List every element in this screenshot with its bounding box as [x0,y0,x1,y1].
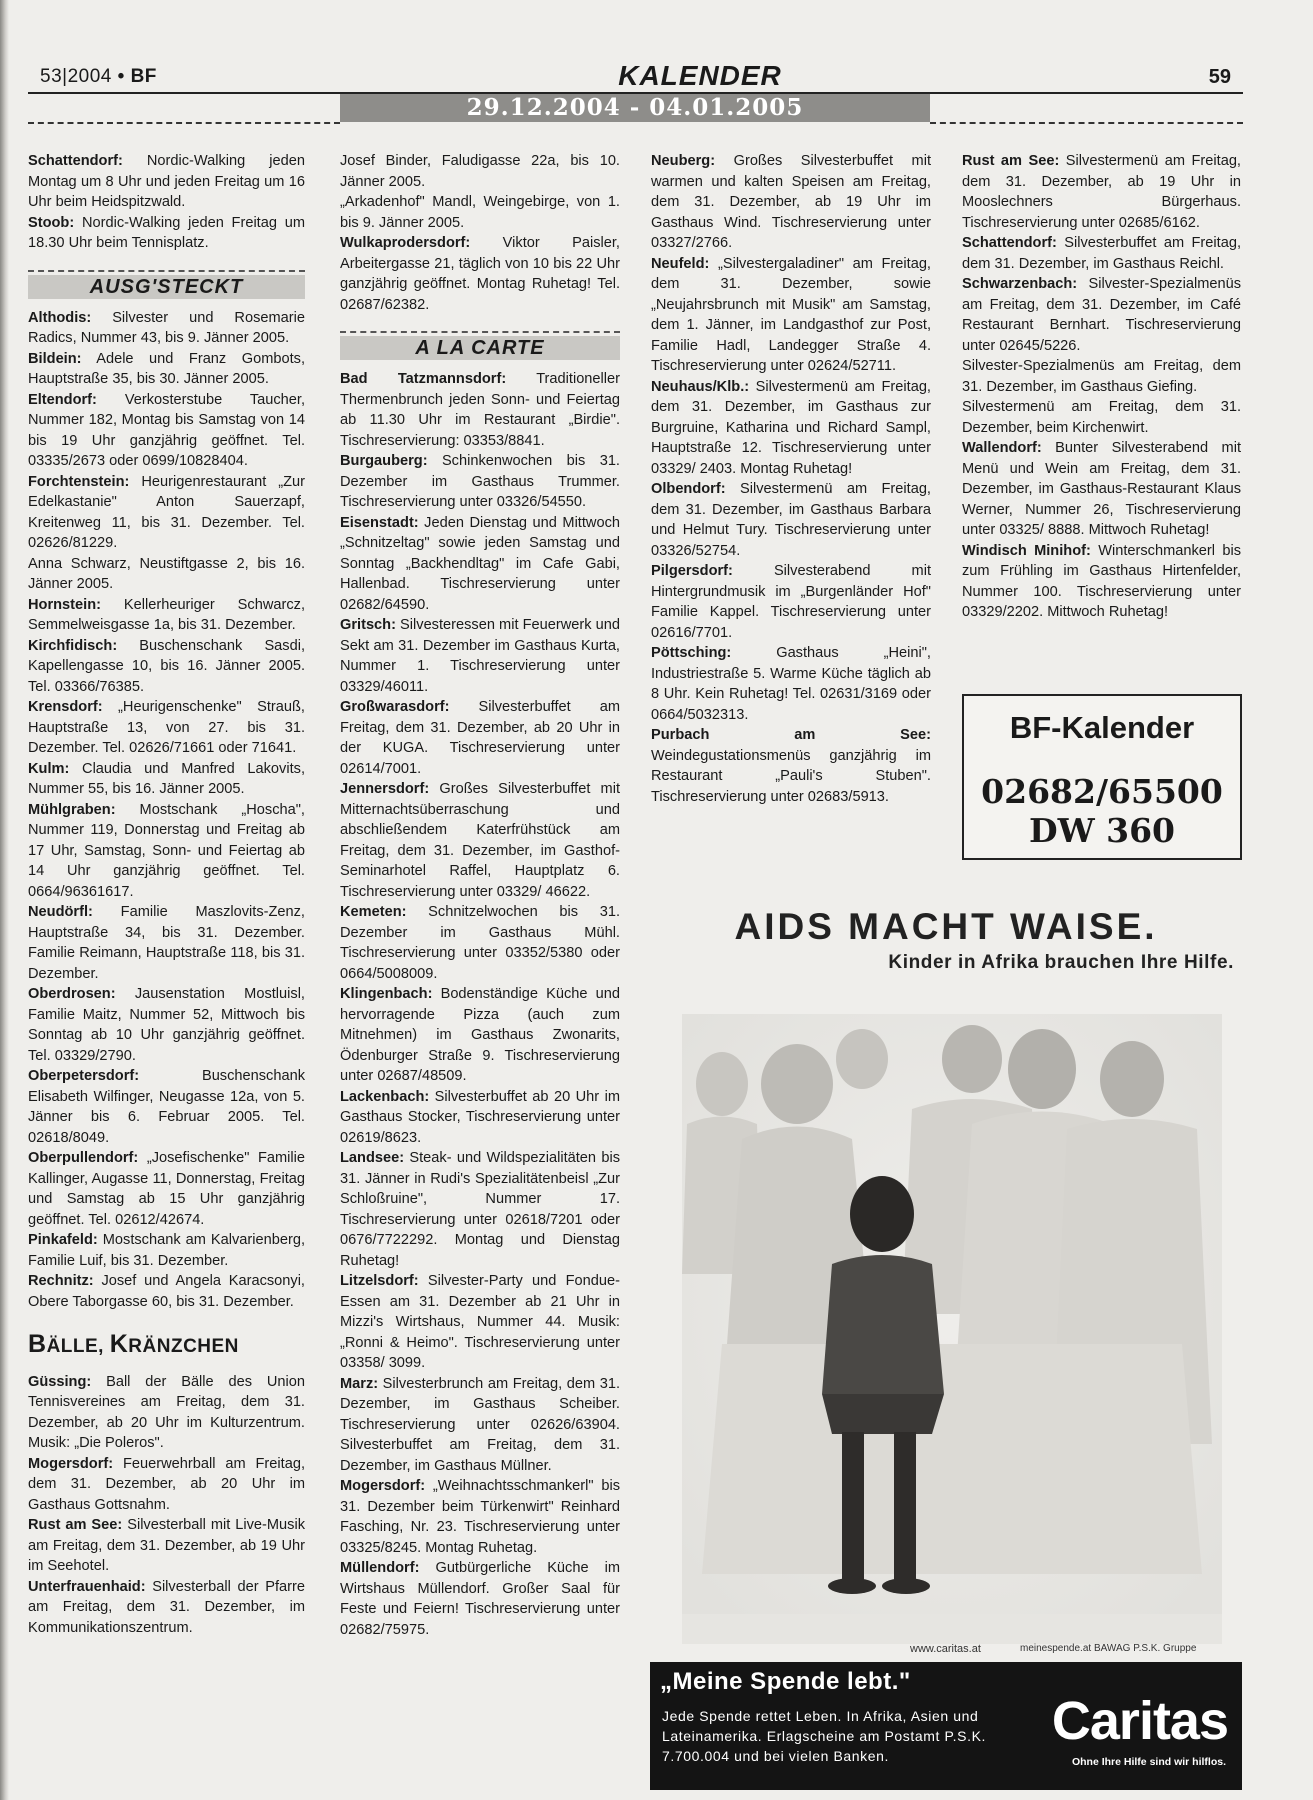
listing-text: Traditioneller Thermenbrunch jeden Sonn- und Feiertag ab 11.30 Uhr im Restaurant „Birdie". Tischreservierung: 03353/8841. [340,371,621,449]
listing-place: Oberdrosen: [28,986,116,1002]
listing-place: Mogersdorf: [340,1478,426,1494]
listing-entry [651,151,931,254]
column-3 [651,151,931,807]
column-4 [962,151,1241,623]
listing-text: Silvester-Spezialmenüs am Freitag, dem 31. Dezember, im Gasthaus Giefing. [962,358,1241,395]
ad-url: www.caritas.at [910,1643,981,1655]
listing-place: Schattendorf: [28,153,123,169]
listing-text: Verkosterstube Taucher, Nummer 182, Montag bis Samstag von 14 bis 19 Uhr ganzjährig geöffnet. Tel. 03335/2673 oder 0699/10828404. [28,391,305,469]
listing-entry [340,1558,620,1640]
ad-slogan: „Meine Spende lebt." [660,1668,911,1695]
listing-text: Familie Maszlovits-Zenz, Hauptstraße 34, bis 31. Dezember. Familie Reimann, Hauptstraße 118, bis 31. Dezember. [28,904,305,982]
listing-entry [962,274,1241,356]
listing-entry [28,636,305,698]
listing-text: Mostschank am Kalvarienberg, Familie Luif, bis 31. Dezember. [28,1232,305,1269]
listing-text: Viktor Paisler, Arbeitergasse 21, täglich von 10 bis 22 Uhr ganzjährig geöffnet. Montag Ruhetag! Tel. 02687/62382. [340,235,620,313]
listing-text: „Arkadenhof" Mandl, Weingebirge, von 1. bis 9. Jänner 2005. [340,194,620,231]
listing-entry [340,192,620,233]
ad-subline: Kinder in Afrika brauchen Ihre Hilfe. [888,952,1234,973]
issue-bullet: • [117,66,125,87]
listing-text: Heurigenrestaurant „Zur Edelkastanie" Anton Sauerzapf, Kreitenweg 11, bis 31. Dezember. Tel. 02626/81229. [28,473,305,551]
caritas-ad [650,880,1242,1768]
listing-text: Buschenschank Elisabeth Wilfinger, Neugasse 12a, von 5. Jänner bis 6. Februar 2005. Tel. 02618/8049. [28,1068,305,1146]
listing-place: Stoob: [28,214,75,231]
caritas-tagline: Ohne Ihre Hilfe sind wir hilflos. [1071,1756,1226,1768]
listing-entry [651,479,931,561]
listing-place: Litzelsdorf: [340,1273,419,1289]
listing-entry [962,541,1241,623]
ausgsteckt-list [28,308,305,1313]
listing-text: Jausenstation Mostluisl, Familie Maitz, Nummer 52, Mittwoch bis Sonntag ab 10 Uhr ganzjährig geöffnet. Tel. 03329/2790. [28,986,305,1064]
listing-entry [28,308,305,349]
listing-place: Windisch Minihof: [962,542,1091,559]
listing-text: Silvestermenü am Freitag, dem 31. Dezember, im Gasthaus zur Burgruine, Katharina und Richard Sampl, Hauptstraße 12. Tischreservierung unter 03329/ 2403. Montag Ruhetag! [651,378,931,477]
section-ausgsteckt [28,270,305,296]
listing-entry [340,1476,620,1558]
listing-text: Anna Schwarz, Neustiftgasse 2, bis 16. Jänner 2005. [28,555,305,592]
listing-entry [28,472,305,554]
listing-entry [340,1374,620,1477]
listing-text: Steak- und Wildspezialitäten bis 31. Jänner in Rudi's Spezialitätenbeisl „Zur Schloßruine", Nummer 17. Tischreservierung unter 02618/7201 oder 0676/7722292. Montag und Dienstag Ruhetag! [340,1150,620,1269]
listing-entry [28,349,305,390]
listing-place: Oberpetersdorf: [28,1068,140,1084]
listing-entry [340,697,620,779]
header-dash-rule-left [28,122,340,124]
listing-entry [28,759,305,800]
listing-place: Eltendorf: [28,391,97,408]
listing-entry [962,356,1241,397]
listing-text: Silvestermenü am Freitag, dem 31. Dezember, im Gasthaus Barbara und Helmut Tury. Tischreservierung unter 03326/52754. [651,481,931,559]
listing-place: Lackenbach: [340,1088,430,1105]
listing-place: Kemeten: [340,904,407,920]
listing-entry [28,390,305,472]
issue-label [40,66,157,88]
listing-text: Großes Silvesterbuffet mit Mitternachtsüberraschung und abschließendem Katerfrühstück am Freitag, dem 31. Dezember, im Gasthof-Seminarhotel Raffel, Hauptplatz 6. Tischreservierung unter 03329/ 46622. [340,781,620,900]
listing-entry [340,984,620,1087]
listing-text: „Weihnachtsschmankerl" bis 31. Dezember beim Türkenwirt" Reinhard Fasching, Nr. 23. Tischreservierung unter 03325/8245. Montag Ruhetag. [340,1478,620,1556]
listing-text: Josef und Angela Karacsonyi, Obere Taborgasse 60, bis 31. Dezember. [28,1273,305,1310]
col2-top-list [340,151,620,315]
paper-name: BF [130,66,157,87]
listing-place: Bad Tatzmannsdorf: [340,371,507,387]
listing-text: Nordic-Walking jeden Montag um 8 Uhr und jeden Freitag um 16 Uhr beim Heidspitzwald. [28,153,305,210]
listing-place: Eisenstadt: [340,514,419,531]
listing-place: Jennersdorf: [340,781,430,797]
ad-headline: AIDS MACHT WAISE. [734,906,1158,947]
listing-entry [340,902,620,984]
section-baelle-title: BÄLLE, KRÄNZCHEN [28,1330,239,1358]
listing-entry [340,615,620,697]
listing-entry [340,513,620,616]
listing-text: Schinkenwochen bis 31. Dezember im Gasthaus Trummer. Tischreservierung unter 03326/54550. [340,453,620,510]
column-1 [28,151,305,1638]
section-title: KALENDER [618,60,782,91]
ad-photo-family [682,1014,1222,1644]
listing-text: Silvestermenü am Freitag, dem 31. Dezember, ab 19 Uhr in Mooslechners Bürgerhaus. Tischreservierung unter 02685/6162. [962,153,1241,231]
listing-entry [28,554,305,595]
listing-place: Großwarasdorf: [340,699,450,715]
listing-entry [962,151,1241,233]
listing-text: Claudia und Manfred Lakovits, Nummer 55, bis 16. Jänner 2005. [28,760,305,797]
listing-text: „Silvestergaladiner" am Freitag, dem 31. Dezember, sowie „Neujahrsbrunch mit Musik" am Samstag, dem 1. Jänner, im Landgasthof zur Post, Familie Hadl, Landegger Straße 4. Tischreservierung unter 02624/52711. [651,255,931,374]
listing-entry [962,233,1241,274]
listing-place: Schattendorf: [962,235,1057,251]
listing-place: Gritsch: [340,617,396,633]
listing-entry [340,151,620,192]
baelle-list [28,1372,305,1639]
listing-text: Silvesterball mit Live-Musik am Freitag, dem 31. Dezember, ab 19 Uhr im Seehotel. [28,1517,305,1574]
listing-entry [28,984,305,1066]
listing-entry [28,213,305,254]
ad-footer [650,1662,1242,1790]
issue-number: 53|2004 [40,66,112,87]
listing-text: „Heurigenschenke" Strauß, Hauptstraße 13, von 27. bis 31. Dezember. Tel. 02626/71661 oder 71641. [28,699,305,756]
listing-entry [962,438,1241,541]
listing-text: Adele und Franz Gombots, Hauptstraße 35, bis 30. Jänner 2005. [28,350,305,387]
listing-place: Pöttsching: [651,645,732,661]
listing-place: Althodis: [28,309,92,326]
listing-place: Mogersdorf: [28,1455,114,1472]
listing-place: Forchtenstein: [28,473,130,490]
ad-body-text: Jede Spende rettet Leben. In Afrika, Asien und Lateinamerika. Erlagscheine am Postamt P.S.K. 7.700.004 und bei vielen Banken. [662,1708,987,1764]
listing-place: Rust am See: [28,1517,123,1533]
listing-entry [28,1066,305,1148]
listing-entry [651,643,931,725]
listing-text: Bodenständige Küche und hervorragende Pizza (auch zum Mitnehmen) im Gasthaus Zwonarits, Ödenburger Straße 9. Tischreservierung unter 02687/48509. [340,986,620,1084]
bf-kalender-box [962,694,1242,860]
listing-place: Müllendorf: [340,1560,420,1576]
listing-place: Burgauberg: [340,453,428,469]
listing-text: Mostschank „Hoscha", Nummer 119, Donnerstag und Freitag ab 17 Uhr, Samstag, Sonn- und Feiertag ab 14 Uhr ganzjährig geöffnet. Tel. 0664/96361617. [28,801,305,900]
listing-text: Großes Silvesterbuffet mit warmen und kalten Speisen am Freitag, dem 31. Dezember, ab 19 Uhr im Gasthaus Wind. Tischreservierung unter 03327/2766. [651,153,931,251]
listing-entry [962,397,1241,438]
alacarte-list [340,369,620,1640]
listing-entry [28,1577,305,1639]
intro-list [28,151,305,254]
listing-entry [340,1148,620,1271]
listing-place: Wallendorf: [962,440,1042,456]
listing-place: Hornstein: [28,596,101,613]
listing-entry [651,377,931,480]
listing-entry [651,561,931,643]
listing-place: Kulm: [28,760,70,777]
header-dash-rule-right [930,122,1243,124]
listing-place: Bildein: [28,350,82,367]
listing-entry [340,233,620,315]
bf-kalender-title: BF-Kalender [1009,710,1195,745]
page-binding-shadow [0,0,9,1800]
listing-place: Pilgersdorf: [651,563,733,579]
caritas-logo: Caritas [1051,1691,1228,1751]
listing-text: Silvester und Rosemarie Radics, Nummer 43, bis 9. Jänner 2005. [28,309,305,346]
listing-entry [28,902,305,984]
listing-entry [340,1087,620,1149]
ad-sponsor-logos: meinespende.at BAWAG P.S.K. Gruppe [1020,1643,1197,1654]
listing-place: Marz: [340,1375,379,1392]
listing-text: Silvester-Spezialmenüs am Freitag, dem 31. Dezember, im Café Restaurant Bernhart. Tischreservierung unter 02645/5226. [962,276,1241,354]
listing-text: Silvesterbuffet am Freitag, dem 31. Dezember, ab 20 Uhr in der KUGA. Tischreservierung unter 02614/7001. [340,699,620,777]
listing-text: Ball der Bälle des Union Tennisvereines am Freitag, dem 31. Dezember, ab 20 Uhr im Kulturzentrum. Musik: „Die Poleros". [28,1373,305,1451]
listing-place: Landsee: [340,1150,405,1166]
listing-text: Kellerheuriger Schwarcz, Semmelweisgasse 1a, bis 31. Dezember. [28,596,305,633]
listing-entry [28,1230,305,1271]
listing-text: Silvesterbuffet ab 20 Uhr im Gasthaus Stocker, Tischreservierung unter 02619/8623. [340,1088,620,1146]
listing-text: Winterschmankerl bis zum Frühling im Gasthaus Hirtenfelder, Nummer 100. Tischreservierung unter 03329/2202. Mittwoch Ruhetag! [962,542,1241,620]
listing-entry [28,1515,305,1577]
listing-text: Silvestermenü am Freitag, dem 31. Dezember, beim Kirchenwirt. [962,399,1241,436]
listing-text: Schnitzelwochen bis 31. Dezember im Gasthaus Mühl. Tischreservierung unter 03352/5380 oder 0664/5008009. [340,904,620,982]
listing-entry [28,1372,305,1454]
listing-place: Unterfrauenhaid: [28,1578,146,1595]
listing-place: Olbendorf: [651,481,726,497]
listing-text: Silvester-Party und Fondue-Essen am 31. Dezember ab 21 Uhr in Mizzi's Wirtshaus, Nummer 44. Musik: „Ronni & Heimo". Tischreservierung unter 03358/ 3099. [340,1273,620,1371]
section-ausgsteckt-title: AUSG'STECKT [28,275,305,299]
listing-entry [340,1271,620,1374]
listing-place: Oberpullendorf: [28,1150,139,1166]
date-range-bar: 29.12.2004 - 04.01.2005 [340,94,930,122]
listing-text: Gasthaus „Heini", Industriestraße 5. Warme Küche täglich ab 8 Uhr. Kein Ruhetag! Tel. 02631/3169 oder 0664/5032313. [651,645,931,723]
listing-text: Buschenschank Sasdi, Kapellengasse 10, bis 16. Jänner 2005. Tel. 03366/76385. [28,637,305,695]
listing-entry [340,779,620,902]
col4-list [962,151,1241,623]
col3-list [651,151,931,807]
listing-text: Bunter Silvesterabend mit Menü und Wein am Freitag, dem 31. Dezember, im Gasthaus-Restaurant Klaus Werner, Nummer 26, Tischreservierung unter 03325/ 8888. Mittwoch Ruhetag! [962,440,1241,538]
listing-place: Neuhaus/Klb.: [651,378,750,395]
listing-entry [28,697,305,759]
listing-text: Silvesterbuffet am Freitag, dem 31. Dezember, im Gasthaus Reichl. [962,235,1241,272]
listing-place: Schwarzenbach: [962,276,1078,292]
page-number: 59 [1208,66,1231,88]
listing-text: „Josefischenke" Familie Kallinger, Augasse 11, Donnerstag, Freitag und Samstag ab 15 Uhr ganzjährig geöffnet. Tel. 02612/42674. [28,1150,305,1228]
listing-text: Weindegustationsmenüs ganzjährig im Restaurant „Pauli's Stuben". Tischreservierung unter 02683/5913. [651,747,931,805]
listing-place: Wulkaprodersdorf: [340,235,471,251]
listing-entry [28,1271,305,1312]
listing-place: Rechnitz: [28,1273,94,1289]
column-2 [340,151,620,1640]
bf-kalender-phone: 02682/65500 [981,772,1223,811]
listing-text: Feuerwehrball am Freitag, dem 31. Dezember, ab 20 Uhr im Gasthaus Gottsnahm. [28,1455,305,1513]
listing-entry [651,254,931,377]
listing-text: Silvesteressen mit Feuerwerk und Sekt am 31. Dezember im Gasthaus Kurta, Nummer 1. Tischreservierung unter 03329/46011. [340,617,620,695]
section-alacarte-title: A LA CARTE [340,336,620,360]
listing-place: Rust am See: [962,153,1060,169]
listing-text: Silvesterbrunch am Freitag, dem 31. Dezember, im Gasthaus Scheiber. Tischreservierung unter 02626/63904. Silvesterbuffet am Freitag, dem 31. Dezember, im Gasthaus Müllner. [340,1375,620,1474]
listing-entry [651,725,931,807]
listing-text: Silvesterabend mit Hintergrundmusik im „Burgenländer Hof" Familie Kappel. Tischreservierung unter 02616/7701. [651,563,931,641]
listing-entry [28,1148,305,1230]
listing-place: Klingenbach: [340,986,433,1002]
listing-entry [28,151,305,213]
listing-place: Mühlgraben: [28,801,116,818]
listing-entry [28,1454,305,1516]
listing-entry [340,369,620,451]
listing-text: Gutbürgerliche Küche im Wirtshaus Müllendorf. Großer Saal für Feste und Feiern! Tischreservierung unter 02682/75975. [340,1560,620,1638]
listing-place: Krensdorf: [28,699,103,715]
listing-entry [28,800,305,903]
listing-place: Neufeld: [651,255,710,272]
listing-entry [28,595,305,636]
listing-text: Nordic-Walking jeden Freitag um 18.30 Uhr beim Tennisplatz. [28,214,305,251]
listing-place: Kirchfidisch: [28,637,118,654]
listing-place: Purbach am See: [651,727,931,743]
listing-text: Jeden Dienstag und Mittwoch „Schnitzeltag" sowie jeden Samstag und Sonntag „Backhendltag" im Cafe Gabi, Hallenbad. Tischreservierung unter 02682/64590. [340,514,620,613]
listing-entry [340,451,620,513]
listing-place: Güssing: [28,1373,92,1390]
section-alacarte [340,331,620,357]
bf-kalender-extension: DW 360 [1028,811,1176,850]
listing-text: Silvesterball der Pfarre am Freitag, dem 31. Dezember, im Kommunikationszentrum. [28,1578,305,1636]
listing-place: Pinkafeld: [28,1232,98,1248]
listing-place: Neuberg: [651,153,716,169]
listing-text: Josef Binder, Faludigasse 22a, bis 10. Jänner 2005. [340,153,620,190]
listing-place: Neudörfl: [28,904,93,920]
